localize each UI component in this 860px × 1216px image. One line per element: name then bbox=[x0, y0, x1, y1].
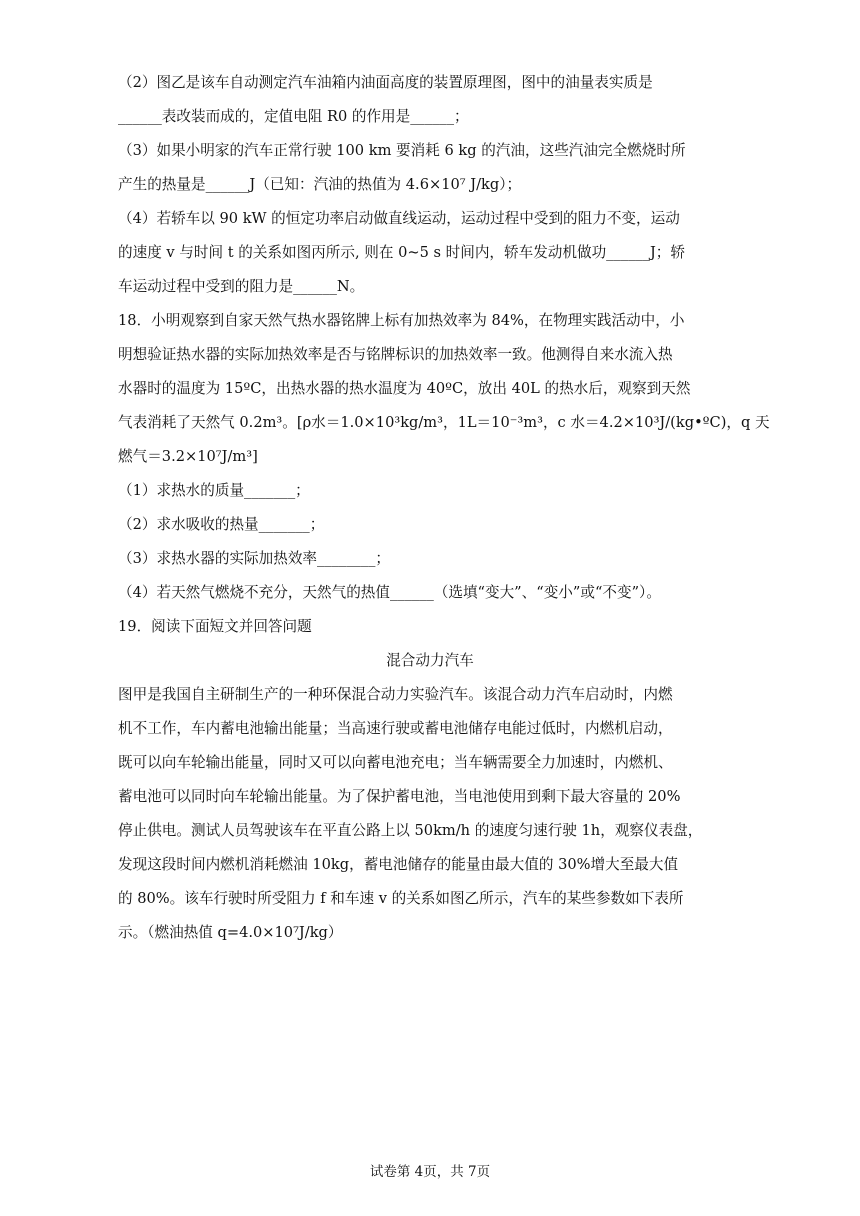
q17-part2-line2: ______表改装而成的，定值电阻 R0 的作用是______； bbox=[118, 108, 469, 125]
article-line6: 发现这段时间内燃机消耗燃油 10kg，蓄电池储存的能量由最大值的 30%增大至最大值 bbox=[118, 856, 679, 873]
q17-part3-line2: 产生的热量是______J（已知：汽油的热值为 4.6×10⁷ J/kg）； bbox=[118, 176, 522, 193]
q18-line2: 明想验证热水器的实际加热效率是否与铭牌标识的加热效率一致。他测得自来水流入热 bbox=[118, 346, 673, 363]
q17-part3-line1: （3）如果小明家的汽车正常行驶 100 km 要消耗 6 kg 的汽油，这些汽油完全燃烧时所 bbox=[118, 142, 686, 159]
q18-line3: 水器时的温度为 15ºC，出热水器的热水温度为 40ºC，放出 40L 的热水后，观察到天然 bbox=[118, 380, 691, 397]
q19-intro: 19．阅读下面短文并回答问题 bbox=[118, 618, 312, 635]
q18-sub2: （2）求水吸收的热量_______； bbox=[118, 516, 325, 533]
q17-part4-line2: 的速度 v 与时间 t 的关系如图丙所示, 则在 0~5 s 时间内，轿车发动机做功______J；轿 bbox=[118, 244, 685, 261]
article-line7: 的 80%。该车行驶时所受阻力 f 和车速 v 的关系如图乙所示，汽车的某些参数如下表所 bbox=[118, 890, 684, 907]
q18-sub1: （1）求热水的质量_______； bbox=[118, 482, 310, 499]
article-line2: 机不工作，车内蓄电池输出能量；当高速行驶或蓄电池储存电能过低时，内燃机启动， bbox=[118, 720, 673, 737]
article-title: 混合动力汽车 bbox=[386, 652, 474, 669]
q18-sub4: （4）若天然气燃烧不充分，天然气的热值______（选填“变大”、“变小”或“不变”）。 bbox=[118, 584, 661, 601]
q18-line5: 燃气＝3.2×10⁷J/m³] bbox=[118, 448, 258, 465]
q17-part2-line1: （2）图乙是该车自动测定汽车油箱内油面高度的装置原理图，图中的油量表实质是 bbox=[118, 74, 653, 91]
article-line3: 既可以向车轮输出能量，同时又可以向蓄电池充电；当车辆需要全力加速时，内燃机、 bbox=[118, 754, 673, 771]
q18-line4: 气表消耗了天然气 0.2m³。[ρ水＝1.0×10³kg/m³，1L＝10⁻³m³，c 水＝4.2×10³J/(kg•ºC)，q 天 bbox=[118, 414, 770, 431]
q18-line1: 18．小明观察到自家天然气热水器铭牌上标有加热效率为 84%，在物理实践活动中，小 bbox=[118, 312, 685, 329]
page-footer: 试卷第 4页，共 7页 bbox=[369, 1164, 491, 1180]
q18-sub3: （3）求热水器的实际加热效率________； bbox=[118, 550, 390, 567]
article-line8: 示。（燃油热值 q=4.0×10⁷J/kg） bbox=[118, 924, 343, 941]
q17-part4-line1: （4）若轿车以 90 kW 的恒定功率启动做直线运动，运动过程中受到的阻力不变，运动 bbox=[118, 210, 680, 227]
article-line4: 蓄电池可以同时向车轮输出能量。为了保护蓄电池，当电池使用到剩下最大容量的 20% bbox=[118, 788, 681, 805]
q17-part4-line3: 车运动过程中受到的阻力是______N。 bbox=[118, 278, 365, 295]
article-line5: 停止供电。测试人员驾驶该车在平直公路上以 50km/h 的速度匀速行驶 1h，观察仪表盘， bbox=[118, 822, 703, 839]
article-line1: 图甲是我国自主研制生产的一种环保混合动力实验汽车。该混合动力汽车启动时，内燃 bbox=[118, 686, 673, 703]
